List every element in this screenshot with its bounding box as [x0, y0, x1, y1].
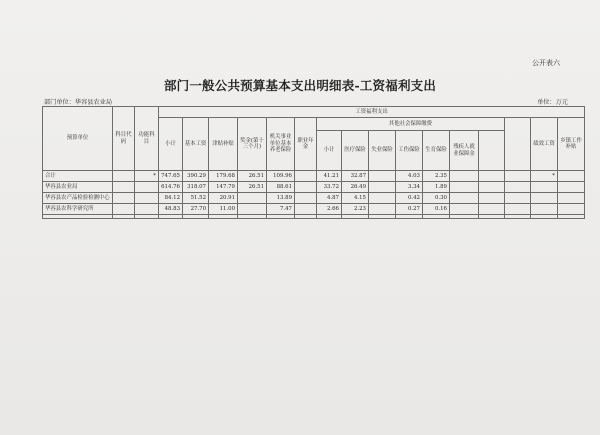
header-budget-unit: 预算单位 [43, 107, 113, 171]
header-maternity: 生育保险 [423, 131, 450, 171]
table-row: 华容县农业局 614.76 318.07 147.79 26.51 88.61 33.72 26.49 3.34 1.89 [43, 182, 585, 193]
header-allowance: 津贴补贴 [209, 118, 238, 171]
header-social-subtotal: 小计 [317, 131, 342, 171]
header-medical: 医疗保险 [342, 131, 369, 171]
page-title: 部门一般公共预算基本支出明细表-工资福利支出 [163, 78, 437, 93]
table-row: 华容县农科学研究所 48.83 27.70 11.00 7.47 2.66 2.23 0.27 0.16 [43, 204, 585, 215]
money-unit: 单位：万元 [537, 99, 568, 106]
header-wage-group: 工资福利支出 [159, 107, 585, 118]
header-merit: 绩效工资 [531, 118, 558, 171]
header-basic-salary: 基本工资 [183, 118, 209, 171]
header-subtotal: 小计 [159, 118, 183, 171]
header-category-code: 科目代码 [113, 107, 135, 171]
header-unemployment: 失业保险 [369, 131, 396, 171]
table-number: 公开表六 [532, 59, 560, 67]
header-function: 功能科目 [135, 107, 159, 171]
wage-welfare-table [42, 106, 585, 219]
department-unit: 部门单位：华容县农业局 [44, 99, 113, 106]
header-disabled: 残疾人就业保障金 [450, 131, 479, 171]
header-social-group: 其他社会保障缴费 [317, 118, 505, 131]
header-pension: 机关事业单位基本养老保险 [267, 118, 295, 171]
header-annuity: 职业年金 [295, 118, 317, 171]
header-injury: 工伤保险 [396, 131, 423, 171]
header-bonus: 奖金(第十三个月) [238, 118, 267, 171]
table-row: 华容县农产品检验检测中心 84.12 51.52 20.91 13.89 4.87 4.15 0.42 0.30 [43, 193, 585, 204]
table-row: 合计 * 747.65 390.29 179.68 26.51 109.96 41.21 32.87 4.03 2.35 * [43, 171, 585, 182]
header-township: 乡镇工作补贴 [558, 118, 585, 171]
